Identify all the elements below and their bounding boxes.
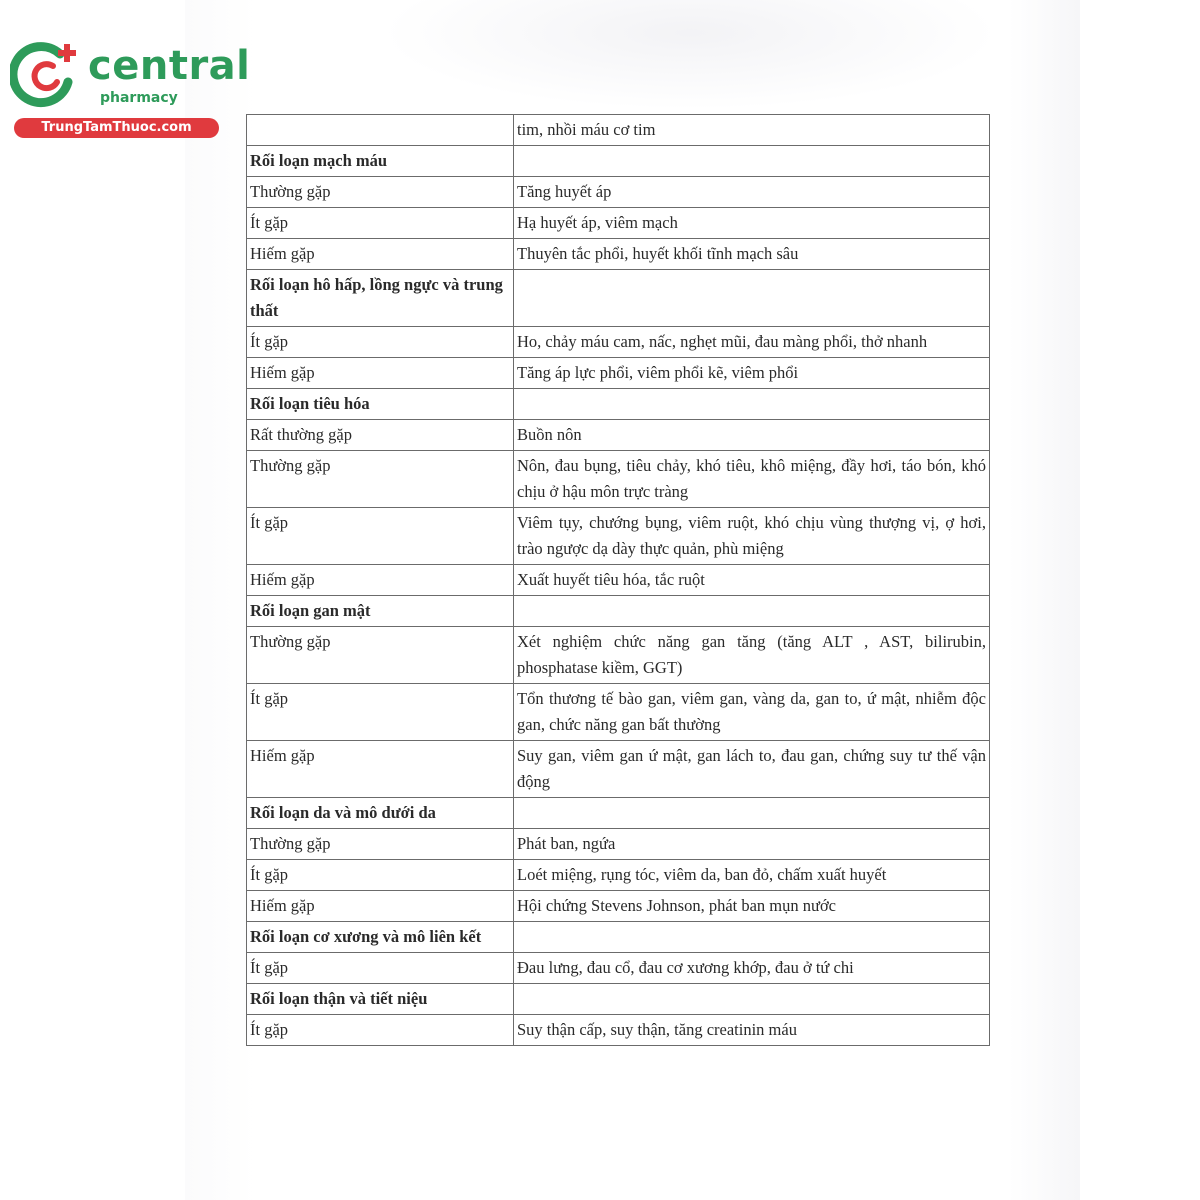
table-row xyxy=(247,451,990,508)
effects-cell: Suy gan, viêm gan ứ mật, gan lách to, đau gan, chứng suy tư thế vận động xyxy=(514,741,990,798)
section-title: Rối loạn mạch máu xyxy=(247,146,514,177)
effects-cell: tim, nhồi máu cơ tim xyxy=(514,115,990,146)
table-row xyxy=(247,239,990,270)
frequency-cell: Hiếm gặp xyxy=(247,565,514,596)
effects-cell: Xuất huyết tiêu hóa, tắc ruột xyxy=(514,565,990,596)
section-header-row xyxy=(247,146,990,177)
effects-cell: Viêm tụy, chướng bụng, viêm ruột, khó chịu vùng thượng vị, ợ hơi, trào ngược dạ dày thực quản, phù miệng xyxy=(514,508,990,565)
section-title: Rối loạn thận và tiết niệu xyxy=(247,984,514,1015)
frequency-cell: Ít gặp xyxy=(247,860,514,891)
frequency-cell: Thường gặp xyxy=(247,177,514,208)
frequency-cell: Thường gặp xyxy=(247,627,514,684)
table-row xyxy=(247,115,990,146)
effects-cell: Hội chứng Stevens Johnson, phát ban mụn nước xyxy=(514,891,990,922)
effects-cell: Xét nghiệm chức năng gan tăng (tăng ALT , AST, bilirubin, phosphatase kiềm, GGT) xyxy=(514,627,990,684)
effects-cell: Suy thận cấp, suy thận, tăng creatinin máu xyxy=(514,1015,990,1046)
table-row xyxy=(247,208,990,239)
effects-cell xyxy=(514,984,990,1015)
brand-name: central xyxy=(88,43,251,89)
frequency-cell xyxy=(247,115,514,146)
section-header-row xyxy=(247,922,990,953)
section-header-row xyxy=(247,984,990,1015)
table-row xyxy=(247,891,990,922)
frequency-cell: Thường gặp xyxy=(247,451,514,508)
pharmacy-cross-icon xyxy=(10,38,88,108)
section-header-row xyxy=(247,270,990,327)
frequency-cell: Hiếm gặp xyxy=(247,741,514,798)
table-row xyxy=(247,1015,990,1046)
frequency-cell: Hiếm gặp xyxy=(247,239,514,270)
table-row xyxy=(247,684,990,741)
section-title: Rối loạn da và mô dưới da xyxy=(247,798,514,829)
adverse-effects-table xyxy=(246,114,990,1046)
effects-cell xyxy=(514,798,990,829)
effects-cell: Ho, chảy máu cam, nấc, nghẹt mũi, đau màng phổi, thở nhanh xyxy=(514,327,990,358)
effects-cell: Tăng áp lực phổi, viêm phổi kẽ, viêm phổi xyxy=(514,358,990,389)
effects-cell: Tổn thương tế bào gan, viêm gan, vàng da, gan to, ứ mật, nhiễm độc gan, chức năng gan bất thường xyxy=(514,684,990,741)
effects-cell xyxy=(514,270,990,327)
frequency-cell: Rất thường gặp xyxy=(247,420,514,451)
effects-cell: Phát ban, ngứa xyxy=(514,829,990,860)
section-title: Rối loạn tiêu hóa xyxy=(247,389,514,420)
table-row xyxy=(247,565,990,596)
frequency-cell: Ít gặp xyxy=(247,208,514,239)
table-row xyxy=(247,177,990,208)
table-row xyxy=(247,508,990,565)
frequency-cell: Thường gặp xyxy=(247,829,514,860)
table-row xyxy=(247,860,990,891)
effects-cell: Nôn, đau bụng, tiêu chảy, khó tiêu, khô miệng, đầy hơi, táo bón, khó chịu ở hậu môn trực tràng xyxy=(514,451,990,508)
effects-cell: Thuyên tắc phổi, huyết khối tĩnh mạch sâu xyxy=(514,239,990,270)
table-row xyxy=(247,358,990,389)
table-row xyxy=(247,829,990,860)
section-title: Rối loạn cơ xương và mô liên kết xyxy=(247,922,514,953)
frequency-cell: Hiếm gặp xyxy=(247,358,514,389)
effects-cell: Hạ huyết áp, viêm mạch xyxy=(514,208,990,239)
effects-cell: Tăng huyết áp xyxy=(514,177,990,208)
frequency-cell: Ít gặp xyxy=(247,1015,514,1046)
table-row xyxy=(247,420,990,451)
table-row xyxy=(247,627,990,684)
section-header-row xyxy=(247,798,990,829)
effects-cell xyxy=(514,596,990,627)
section-header-row xyxy=(247,389,990,420)
table-row xyxy=(247,741,990,798)
scan-artifact xyxy=(380,0,1000,110)
effects-cell: Đau lưng, đau cổ, đau cơ xương khớp, đau ở tứ chi xyxy=(514,953,990,984)
frequency-cell: Hiếm gặp xyxy=(247,891,514,922)
effects-cell xyxy=(514,389,990,420)
frequency-cell: Ít gặp xyxy=(247,684,514,741)
section-title: Rối loạn gan mật xyxy=(247,596,514,627)
effects-cell xyxy=(514,146,990,177)
effects-cell xyxy=(514,922,990,953)
frequency-cell: Ít gặp xyxy=(247,508,514,565)
brand-subtitle: pharmacy xyxy=(100,90,178,106)
section-header-row xyxy=(247,596,990,627)
table-row xyxy=(247,953,990,984)
central-pharmacy-logo xyxy=(10,38,251,138)
effects-cell: Loét miệng, rụng tóc, viêm da, ban đỏ, chấm xuất huyết xyxy=(514,860,990,891)
brand-url-badge: TrungTamThuoc.com xyxy=(14,118,219,138)
frequency-cell: Ít gặp xyxy=(247,327,514,358)
section-title: Rối loạn hô hấp, lồng ngực và trung thất xyxy=(247,270,514,327)
frequency-cell: Ít gặp xyxy=(247,953,514,984)
table-row xyxy=(247,327,990,358)
effects-cell: Buồn nôn xyxy=(514,420,990,451)
